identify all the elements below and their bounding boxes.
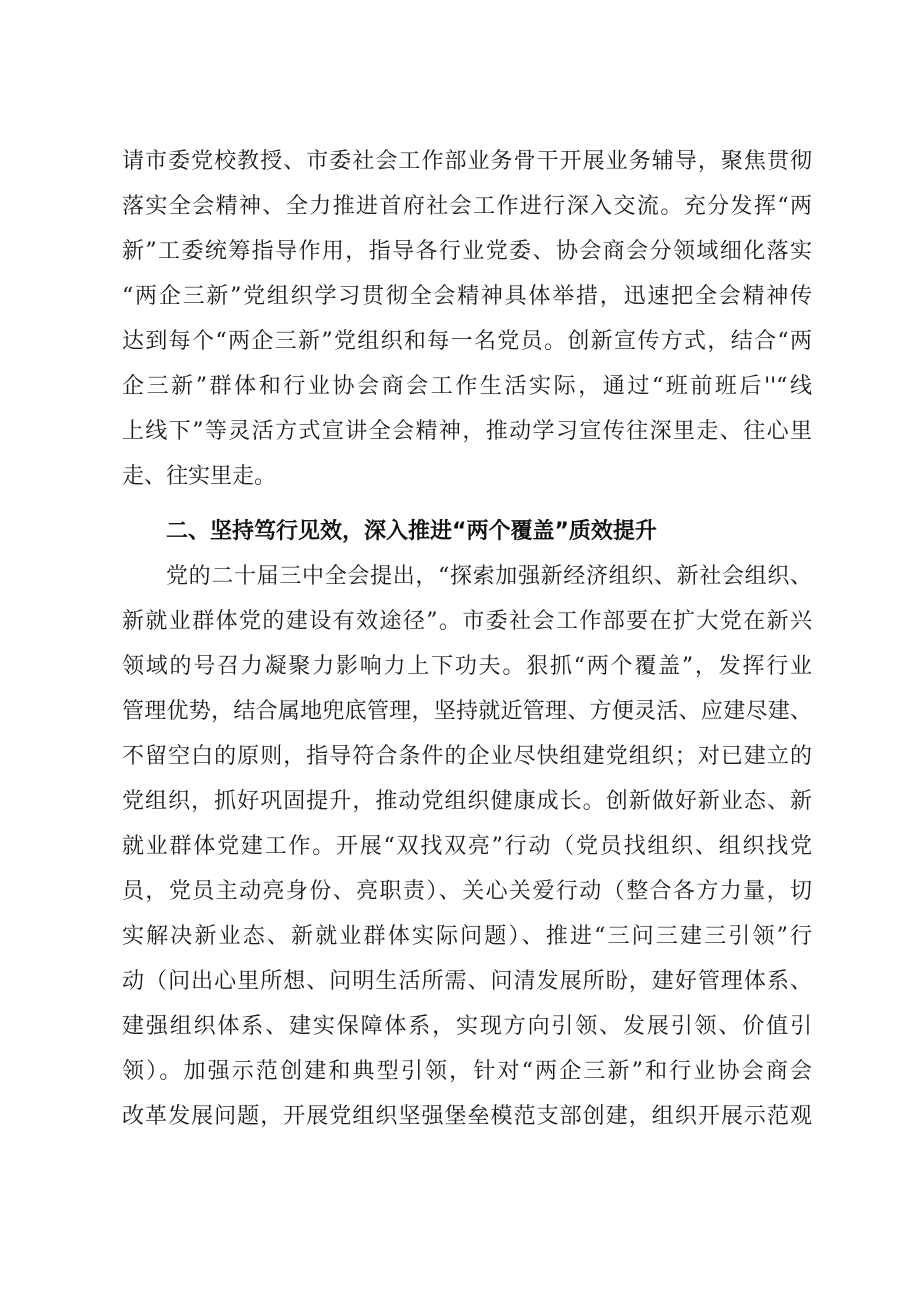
paragraph-2-line: 就业群体党建工作。开展“双找双亮”行动（党员找组织、组织找党 <box>122 834 812 859</box>
paragraph-2-line: 党的二十届三中全会提出，“探索加强新经济组织、新社会组织、 <box>166 564 812 589</box>
paragraph-2-line: 领域的号召力凝聚力影响力上下功夫。狠抓“两个覆盖”，发挥行业 <box>122 654 812 679</box>
paragraph-1-line: 达到每个“两企三新”党组织和每一名党员。创新宣传方式，结合“两 <box>122 329 812 354</box>
paragraph-2-line: 新就业群体党的建设有效途径”。市委社会工作部要在扩大党在新兴 <box>122 609 812 634</box>
paragraph-2-line: 员，党员主动亮身份、亮职责）、关心关爱行动（整合各方力量，切 <box>122 879 812 904</box>
paragraph-1-line: “两企三新”党组织学习贯彻全会精神具体举措，迅速把全会精神传 <box>122 284 812 309</box>
paragraph-2-line: 党组织，抓好巩固提升，推动党组织健康成长。创新做好新业态、新 <box>122 789 812 814</box>
paragraph-1-line: 新”工委统筹指导作用，指导各行业党委、协会商会分领域细化落实 <box>122 239 812 264</box>
paragraph-1-line: 落实全会精神、全力推进首府社会工作进行深入交流。充分发挥“两 <box>122 194 812 219</box>
paragraph-2-line: 改革发展问题，开展党组织坚强堡垒模范支部创建，组织开展示范观 <box>122 1104 812 1129</box>
paragraph-1-line: 上线下”等灵活方式宣讲全会精神，推动学习宣传往深里走、往心里 <box>122 419 812 444</box>
paragraph-1 <box>122 142 812 502</box>
section-heading: 二、坚持笃行见效，深入推进“两个覆盖”质效提升 <box>166 519 657 544</box>
paragraph-2 <box>122 557 812 1147</box>
paragraph-1-line: 企三新”群体和行业协会商会工作生活实际，通过“班前班后''“线 <box>122 374 812 399</box>
paragraph-2-line: 建强组织体系、建实保障体系，实现方向引领、发展引领、价值引 <box>122 1014 812 1039</box>
paragraph-2-line: 实解决新业态、新就业群体实际问题）、推进“三问三建三引领”行 <box>122 924 812 949</box>
paragraph-2-line: 管理优势，结合属地兜底管理，坚持就近管理、方便灵活、应建尽建、 <box>122 699 812 724</box>
paragraph-2-line: 不留空白的原则，指导符合条件的企业尽快组建党组织；对已建立的 <box>122 744 812 769</box>
paragraph-1-line: 走、往实里走。 <box>122 464 277 489</box>
paragraph-2-line: 领）。加强示范创建和典型引领，针对“两企三新”和行业协会商会 <box>122 1059 812 1084</box>
paragraph-2-line: 动（问出心里所想、问明生活所需、问清发展所盼，建好管理体系、 <box>122 969 812 994</box>
paragraph-1-line: 请市委党校教授、市委社会工作部业务骨干开展业务辅导，聚焦贯彻 <box>122 149 812 174</box>
